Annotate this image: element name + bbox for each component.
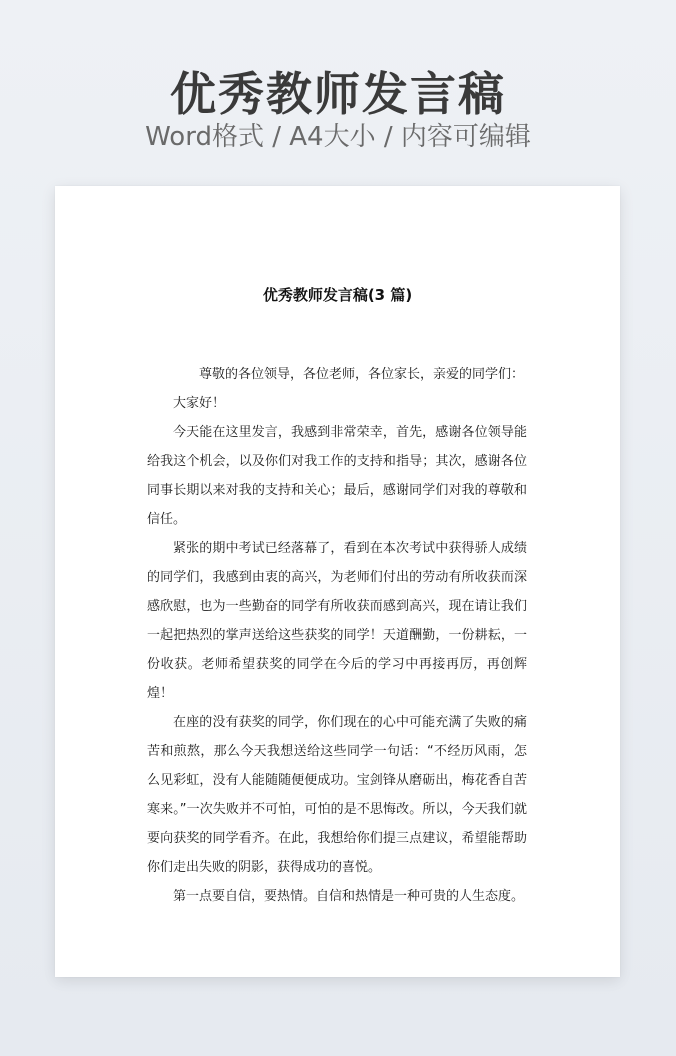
document-title: 优秀教师发言稿(3 篇) bbox=[262, 286, 413, 304]
page-title: 优秀教师发言稿 bbox=[170, 67, 506, 121]
document-body bbox=[147, 360, 527, 911]
document-paragraph: 第一点要自信，要热情。自信和热情是一种可贵的人生态度。 bbox=[173, 889, 525, 904]
page-subtitle: Word格式 / A4大小 / 内容可编辑 bbox=[145, 122, 531, 152]
document-paragraph-greeting: 大家好！ bbox=[173, 396, 226, 411]
document-paragraph: 在座的没有获奖的同学，你们现在的心中可能充满了失败的痛苦和煎熬，那么今天我想送给这些同学一句话：“不经历风雨，怎么见彩虹，没有人能随随便便成功。宝剑锋从磨砺出，梅花香自苦寒来。”一次失败并不可怕，可怕的是不思悔改。所以，今天我们就要向获奖的同学看齐。在此，我想给你们提三点建议，希望能帮助你们走出失败的阴影，获得成功的喜悦。 bbox=[147, 715, 527, 875]
document-paragraph: 今天能在这里发言，我感到非常荣幸，首先，感谢各位领导能给我这个机会，以及你们对我工作的支持和指导；其次，感谢各位同事长期以来对我的支持和关心；最后，感谢同学们对我的尊敬和信任。 bbox=[147, 425, 527, 527]
document-page bbox=[55, 186, 620, 977]
document-paragraph: 紧张的期中考试已经落幕了，看到在本次考试中获得骄人成绩的同学们，我感到由衷的高兴，为老师们付出的劳动有所收获而深感欣慰，也为一些勤奋的同学有所收获而感到高兴，现在请让我们一起把热烈的掌声送给这些获奖的同学！天道酬勤，一份耕耘，一份收获。老师希望获奖的同学在今后的学习中再接再厉，再创辉煌！ bbox=[147, 541, 527, 701]
document-paragraph-salutation: 尊敬的各位领导，各位老师，各位家长，亲爱的同学们： bbox=[199, 367, 525, 382]
